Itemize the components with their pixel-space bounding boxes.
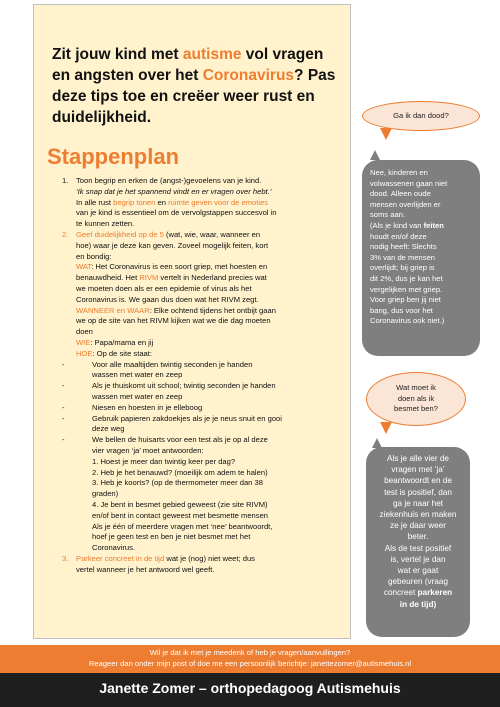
step-text: en bondig: (76, 251, 112, 261)
step-text: Coronavirus is. We gaan dus doen wat het RIVM zegt. (76, 294, 259, 304)
bubble-text: volwassenen gaan niet (370, 178, 448, 188)
step-text: : Op de site staat: (92, 348, 152, 358)
bubble-text: test is positief, dan (384, 487, 452, 497)
bubble-text: beantwoordt en de (384, 476, 452, 486)
bubble-text: Nee, kinderen en (370, 168, 428, 177)
test-question: 2. Heb je het benauwd? (moeilijk om adem te halen) (92, 467, 268, 477)
hoe-label: HOE (76, 348, 93, 358)
bubble-text: ga je naar het (392, 498, 444, 508)
bubble-text: ze je daar weer (390, 521, 446, 531)
bubble-text: beter. (407, 532, 429, 542)
wanneer-label: WANNEER en WAAR (76, 305, 150, 315)
step-highlight: Parkeer concreet in de tijd (76, 553, 165, 563)
test-question: 1. Hoest je meer dan twintig keer per dag? (92, 456, 236, 466)
step-number: 3. (62, 553, 69, 563)
step-2 (62, 230, 344, 241)
step-highlight: begrip tonen (113, 197, 156, 207)
wie-line (62, 338, 344, 349)
question-bubble-2 (366, 372, 466, 426)
test-question: 3. Heb je koorts? (op de thermometer meer dan 38 (92, 478, 263, 488)
bullet-item (62, 435, 344, 446)
step-number: 1. (62, 176, 69, 185)
step-text: we op de site van het RIVM kijken wat we die dag moeten (76, 316, 271, 326)
step-text (62, 273, 344, 284)
bubble-text: Wat moet ik (396, 383, 436, 392)
bubble-bold: parkeren (417, 588, 453, 598)
headline-highlight-coronavirus: Coronavirus (202, 67, 295, 84)
step-1 (62, 176, 344, 187)
bubble-bold: feiten (423, 220, 444, 230)
bubble-text (370, 221, 472, 232)
bullet-text: Als je thuiskomt uit school; twintig seconden je handen (92, 381, 276, 391)
bubble-text: besmet ben? (394, 404, 438, 413)
step-text (62, 198, 344, 209)
bubble-text: nodig heeft: Slechts (370, 242, 437, 252)
test-question: en/of bent in contact geweest met besmette mensen (92, 510, 269, 520)
bubble-tail (380, 422, 392, 434)
step-3 (62, 554, 344, 565)
bubble-text: doen als ik (397, 393, 435, 403)
bullet-item (62, 403, 344, 414)
bullet-item (62, 381, 344, 392)
footer-question: Wil je dat ik met je meedenk of heb je vragen/aanvullingen? (149, 648, 351, 657)
page-headline (52, 44, 342, 128)
step-highlight: Geef duidelijkheid op de 5 (76, 229, 164, 239)
answer-bubble-1 (362, 160, 480, 356)
step-text: (wat, wie, waar, wanneer en (163, 229, 261, 239)
bullet-text: vier vragen ‘ja’ moet antwoorden: (92, 445, 204, 455)
bubble-text: wat er gaat (397, 566, 439, 576)
step-text: te kunnen zetten. (76, 219, 135, 229)
bullet-text: wassen met water en zeep (92, 370, 183, 380)
bubble-text: overlijdt; bij griep is (370, 263, 435, 273)
question-bubble-1 (362, 101, 480, 131)
bubble-tail (370, 150, 380, 160)
wat-line (62, 262, 344, 273)
step-text: benauwdheid. Het (76, 273, 140, 283)
rivm-highlight: RIVM (139, 273, 159, 283)
headline-text: vol vragen en angsten over het (52, 46, 324, 84)
bubble-text: (Als je kind van (370, 220, 424, 230)
bubble-text: houdt en/of deze (370, 231, 427, 241)
bubble-text: mensen overlijden er (370, 199, 441, 209)
bullet-item (62, 360, 344, 371)
bubble-text: gebeuren (vraag (387, 577, 449, 587)
bullet-dash: - (62, 413, 65, 423)
wie-label: WIE (76, 337, 91, 347)
bubble-text: Coronavirus ook niet.) (370, 316, 445, 326)
bullet-dash: - (62, 381, 65, 391)
bubble-text: is, vertel je dan (390, 554, 446, 564)
test-question: graden) (92, 489, 119, 499)
wanneer-line (62, 306, 344, 317)
test-note: Coronavirus. (92, 543, 136, 553)
step-text: doen (76, 327, 93, 337)
answer-bubble-2 (366, 447, 470, 637)
bullet-dash: - (62, 435, 65, 445)
bubble-text: vragen met ‘ja’ (391, 465, 445, 475)
wat-label: WAT (76, 262, 92, 272)
step-text: : Het Coronavirus is een soort griep, met hoesten en (91, 262, 268, 272)
step-number: 2. (62, 229, 69, 239)
bullet-text: deze weg (92, 424, 125, 434)
step-text: en (155, 197, 169, 207)
bubble-text: dit 2%, dus je kan het (370, 273, 443, 283)
step-text: vertelt in Nederland precies wat (158, 273, 267, 283)
bubble-text: bang, dus voor het (370, 305, 433, 315)
bubble-text: Als de test positief (384, 543, 452, 553)
bullet-dash: - (62, 402, 65, 412)
bullet-text: wassen met water en zeep (92, 391, 183, 401)
bubble-text: soms aan. (370, 210, 406, 220)
hoe-line (62, 349, 344, 360)
bullet-text: Niesen en hoesten in je elleboog (92, 402, 203, 412)
step-text: we moeten doen als er een epidemie of virus als het (76, 283, 252, 293)
step-text: Toon begrip en erken de (angst-)gevoelens van je kind. (76, 176, 262, 185)
bubble-text: ziekenhuis en maken (379, 510, 457, 520)
footer-contact: Reageer dan onder mijn post of doe me een persoonlijk berichtje: janettezomer@autismehuis.nl (88, 659, 412, 668)
bubble-tail (380, 128, 392, 140)
step-quote: ‘Ik snap dat je het spannend vindt en er vragen over hebt.’ (76, 186, 272, 196)
step-text: van je kind is essentieel om de vervolgstappen succesvol in (76, 208, 277, 218)
step-text: wat je (nog) niet weet; dus (164, 553, 255, 563)
bullet-item (62, 414, 344, 425)
bubble-text: Als je alle vier de (387, 454, 449, 463)
bubble-text (374, 599, 462, 610)
footer-author: Janette Zomer – orthopedagoog Autismehuis (99, 680, 401, 696)
bubble-text: vergelijken met griep. (370, 284, 443, 294)
test-note: hoef je geen test en ben je niet besmet met het (92, 532, 251, 542)
headline-highlight-autisme: autisme (182, 46, 242, 63)
bubble-text: dood. Alleen oude (370, 189, 431, 199)
bubble-bold: in de tijd) (399, 599, 437, 609)
step-text: In alle rust (76, 197, 114, 207)
test-note: Als je één of meerdere vragen met ‘nee’ beantwoordt, (92, 521, 273, 531)
step-highlight: ruimte geven voor de emoties (168, 197, 269, 207)
step-text (62, 187, 344, 198)
bubble-text (374, 587, 462, 598)
headline-text: Zit jouw kind met (52, 46, 183, 63)
bubble-text: concreet (383, 588, 418, 598)
bubble-text: Ga ik dan dood? (393, 111, 449, 120)
headline-text: ? Pas deze tips toe en creëer weer rust en duidelijkheid. (52, 67, 336, 126)
step-text: hoe) waar je deze kan geven. Zoveel mogelijk feiten, kort (76, 240, 269, 250)
bubble-text: 3% van de mensen (370, 252, 436, 262)
test-question: 4. Je bent in besmet gebied geweest (zie site RIVM) (92, 499, 268, 509)
step-text: : Elke ochtend tijdens het ontbijt gaan (149, 305, 276, 315)
bullet-text: Gebruik papieren zakdoekjes als je je neus snuit en gooi (92, 413, 282, 423)
section-title: Stappenplan (47, 144, 180, 169)
bullet-text: Voor alle maaltijden twintig seconden je handen (92, 359, 253, 369)
step-text: : Papa/mama en jij (90, 337, 154, 347)
bullet-dash: - (62, 359, 65, 369)
step-text: vertel wanneer je het antwoord wel geeft. (76, 564, 215, 574)
bubble-text: Voor griep ben jij niet (370, 295, 441, 305)
bullet-text: We bellen de huisarts voor een test als je op al deze (92, 435, 268, 445)
steps-list (62, 176, 344, 575)
